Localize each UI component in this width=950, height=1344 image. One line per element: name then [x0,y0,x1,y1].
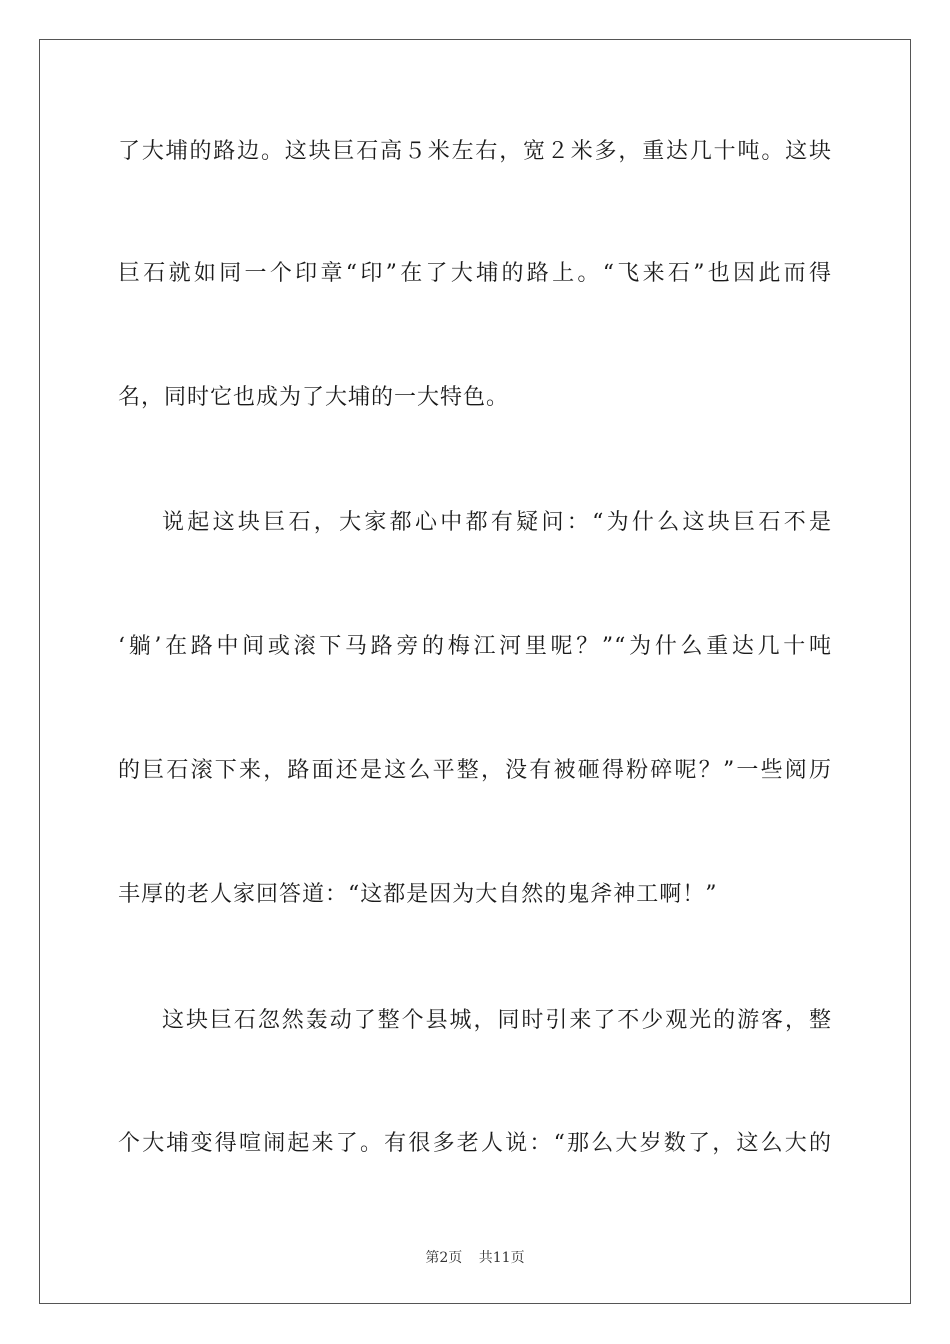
text-line: 这块巨石忽然轰动了整个县城，同时引来了不少观光的游客，整 [162,1008,832,1033]
page-number: 第2页 [425,1250,463,1266]
text-line: 丰厚的老人家回答道：“这都是因为大自然的鬼斧神工啊！” [118,882,718,907]
text-line: 巨石就如同一个印章“印”在了大埔的路上。“飞来石”也因此而得 [118,261,832,286]
page-footer [0,1248,950,1268]
text-line: 个大埔变得喧闹起来了。有很多老人说：“那么大岁数了，这么大的 [118,1131,832,1156]
text-line: 了大埔的路边。这块巨石高５米左右，宽２米多，重达几十吨。这块 [118,139,832,164]
text-line: 说起这块巨石，大家都心中都有疑问：“为什么这块巨石不是 [162,510,832,535]
text-line: 的巨石滚下来，路面还是这么平整，没有被砸得粉碎呢？”一些阅历 [118,758,832,783]
page-total: 共11页 [478,1250,525,1266]
text-line: ‘躺’在路中间或滚下马路旁的梅江河里呢？”“为什么重达几十吨 [118,634,832,659]
page-border [39,39,911,1304]
text-line: 名，同时它也成为了大埔的一大特色。 [118,385,510,410]
